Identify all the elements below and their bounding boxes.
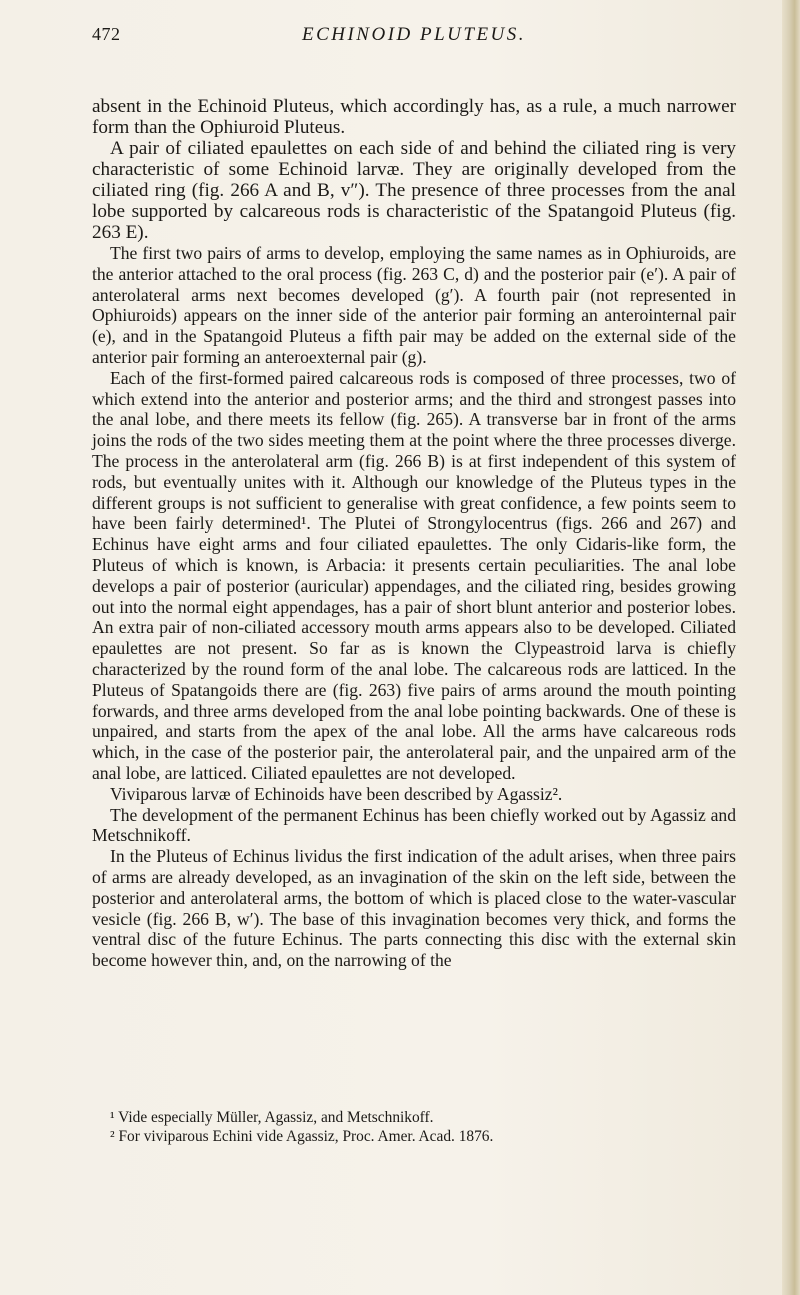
footnote-1: ¹ Vide especially Müller, Agassiz, and Metschnikoff. bbox=[110, 1109, 434, 1126]
paragraph-6: The development of the permanent Echinus has been chiefly worked out by Agassiz and Metschnikoff. bbox=[92, 804, 736, 846]
body-text bbox=[92, 96, 736, 971]
paragraph-1: absent in the Echinoid Pluteus, which accordingly has, as a rule, a much narrower form than the Ophiuroid Pluteus. bbox=[92, 96, 736, 138]
footnotes bbox=[92, 1108, 736, 1146]
paragraph-4: Each of the first-formed paired calcareous rods is composed of three processes, two of which extend into the anterior and posterior arms; and the third and strongest passes into the anal lobe, and there meets its fellow (fig. 265). A transverse bar in front of the arms joins the rods of the two sides meeting them at the point where the three processes diverge. The process in the anterolateral arm (fig. 266 B) is at first independent of this system of rods, but eventually unites with it. Although our knowledge of the Pluteus types in the different groups is not sufficient to generalise with great confidence, a few points seem to have been fairly determined¹. The Plutei of Strongylocentrus (figs. 266 and 267) and Echinus have eight arms and four ciliated epaulettes. The only Cidaris-like form, the Pluteus of which is known, is Arbacia: it presents certain peculiarities. The anal lobe develops a pair of posterior (auricular) appendages, and the ciliated ring, besides growing out into the normal eight appendages, has a pair of short blunt anterior and posterior lobes. An extra pair of non-ciliated accessory mouth arms appears also to be developed. Ciliated epaulettes are not present. So far as is known the Clypeastroid larva is chiefly characterized by the round form of the anal lobe. The calcareous rods are latticed. In the Pluteus of Spatangoids there are (fig. 263) five pairs of arms around the mouth pointing forwards, and three arms developed from the anal lobe pointing backwards. One of these is unpaired, and starts from the apex of the anal lobe. All the arms have calcareous rods which, in the case of the posterior pair, the anterolateral pair, and the unpaired arm of the anal lobe, are latticed. Ciliated epaulettes are not developed. bbox=[92, 367, 736, 783]
page-number: 472 bbox=[92, 24, 121, 44]
page-edge bbox=[782, 0, 800, 1295]
paragraph-5: Viviparous larvæ of Echinoids have been described by Agassiz². bbox=[110, 783, 563, 804]
footnote-2: ² For viviparous Echini vide Agassiz, Proc. Amer. Acad. 1876. bbox=[110, 1128, 494, 1145]
running-title: ECHINOID PLUTEUS. bbox=[301, 24, 527, 45]
paragraph-3: The first two pairs of arms to develop, employing the same names as in Ophiuroids, are the anterior attached to the oral process (fig. 263 C, d) and the posterior pair (e′). A pair of anterolateral arms next becomes developed (g′). A fourth pair (not represented in Ophiuroids) appears on the inner side of the anterior pair forming an anterointernal pair (e), and in the Spatangoid Pluteus a fifth pair may be added on the external side of the anterior pair forming an anteroexternal pair (g). bbox=[92, 243, 736, 367]
running-head bbox=[92, 24, 736, 54]
paragraph-7: In the Pluteus of Echinus lividus the first indication of the adult arises, when three pairs of arms are already developed, as an invagination of the skin on the left side, between the posterior and anterolateral arms, the bottom of which is placed close to the water-vascular vesicle (fig. 266 B, w′). The base of this invagination becomes very thick, and forms the ventral disc of the future Echinus. The parts connecting this disc with the external skin become however thin, and, on the narrowing of the bbox=[92, 846, 736, 971]
paragraph-2: A pair of ciliated epaulettes on each side of and behind the ciliated ring is very characteristic of some Echinoid larvæ. They are originally developed from the ciliated ring (fig. 266 A and B, v″). The presence of three processes from the anal lobe supported by calcareous rods is characteristic of the Spatangoid Pluteus (fig. 263 E). bbox=[92, 138, 736, 243]
